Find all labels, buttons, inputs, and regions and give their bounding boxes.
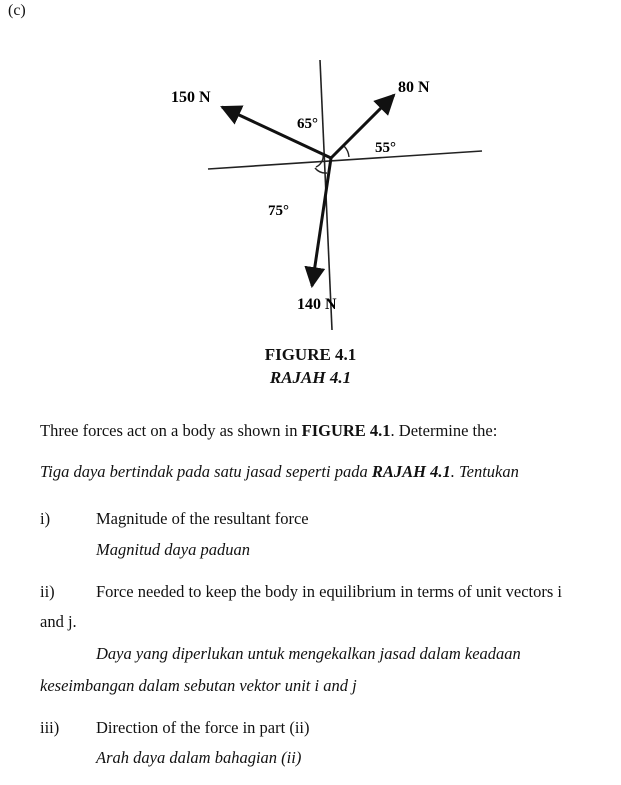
- part-label: (c): [8, 2, 26, 19]
- label-140n: 140 N: [297, 296, 337, 313]
- question-en-iii: Direction of the force in part (ii): [96, 718, 310, 737]
- question-en-ii-cont: and j.: [40, 612, 77, 631]
- label-150n: 150 N: [171, 89, 211, 106]
- intro-my: Tiga daya bertindak pada satu jasad seperti pada RAJAH 4.1. Tentukan: [40, 462, 519, 481]
- question-my-iii: Arah daya dalam bahagian (ii): [96, 748, 302, 767]
- horizontal-axis: [208, 151, 482, 169]
- intro-en: Three forces act on a body as shown in FIGURE 4.1. Determine the:: [40, 421, 498, 440]
- label-80n: 80 N: [398, 79, 430, 96]
- question-my-ii-cont: keseimbangan dalam sebutan vektor unit i and j: [40, 676, 357, 695]
- question-my-ii: Daya yang diperlukan untuk mengekalkan jasad dalam keadaan: [96, 644, 521, 663]
- force-arrow-150n: [222, 107, 331, 158]
- label-angle-75: 75°: [268, 203, 289, 219]
- question-num-i: i): [40, 509, 51, 528]
- figure-caption-my: RAJAH 4.1: [269, 368, 352, 387]
- question-my-i: Magnitud daya paduan: [96, 540, 250, 559]
- question-num-ii: ii): [40, 582, 55, 601]
- question-en-ii: Force needed to keep the body in equilibrium in terms of unit vectors i: [96, 582, 563, 601]
- force-arrow-140n: [312, 158, 331, 286]
- figure-caption-en: FIGURE 4.1: [264, 345, 357, 364]
- question-en-i: Magnitude of the resultant force: [96, 509, 309, 528]
- angle-arc-65: [316, 154, 323, 167]
- angle-arc-55: [344, 146, 349, 157]
- label-angle-55: 55°: [375, 140, 396, 156]
- label-angle-65: 65°: [297, 116, 318, 132]
- question-num-iii: iii): [40, 718, 60, 737]
